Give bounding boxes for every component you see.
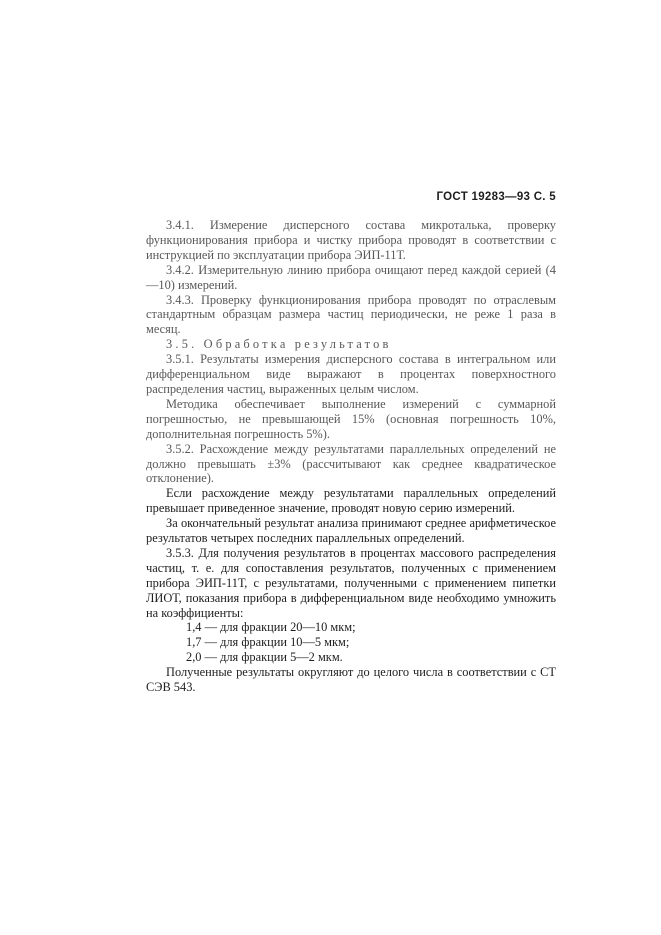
section-heading-3-5: 3.5. Обработка результатов xyxy=(166,337,392,352)
paragraph-methodology: Методика обеспечивает выполнение измерений с суммарной погрешностью, не превышающей 15% (основная погрешность 10%, дополнительная погрешность 5%). xyxy=(146,396,556,441)
coefficient-line-1: 1,4 — для фракции 20—10 мкм; xyxy=(186,620,356,635)
paragraph-final-result: За окончательный результат анализа принимают среднее арифметическое результатов четырех последних параллельных определений. xyxy=(146,516,556,546)
paragraph-3-4-1: 3.4.1. Измерение дисперсного состава микроталька, проверку функционирования прибора и чистку прибора проводят в соответствии с инструкцией по эксплуатации прибора ЭИП-11Т. xyxy=(146,218,556,262)
coefficient-line-3: 2,0 — для фракции 5—2 мкм. xyxy=(186,650,343,665)
page-header: ГОСТ 19283—93 С. 5 xyxy=(436,191,556,203)
paragraph-3-4-2: 3.4.2. Измерительную линию прибора очищают перед каждой серией (4—10) измерений. xyxy=(146,262,556,292)
paragraph-3-5-3: 3.5.3. Для получения результатов в процентах массового распределения частиц, т. е. для сопоставления результатов, полученных с применением прибора ЭИП-11Т, с результатами, полученными с применением пипетки ЛИОТ, показания прибора в дифференциальном виде необходимо умножить на коэффициенты: xyxy=(146,545,556,620)
paragraph-rounding: Полученные результаты округляют до целого числа в соответствии с СТ СЭВ 543. xyxy=(146,665,556,695)
document-body xyxy=(146,218,556,695)
coefficient-line-2: 1,7 — для фракции 10—5 мкм; xyxy=(186,635,350,650)
paragraph-3-4-3: 3.4.3. Проверку функционирования прибора проводят по отраслевым стандартным образцам размера частиц периодически, не реже 1 раза в месяц. xyxy=(146,292,556,337)
paragraph-discrepancy: Если расхождение между результатами параллельных определений превышает приведенное значение, проводят новую серию измерений. xyxy=(146,486,556,516)
paragraph-3-5-1: 3.5.1. Результаты измерения дисперсного состава в интегральном или дифференциальном виде выражают в процентах поверхностного распределения частиц, выраженных целым числом. xyxy=(146,352,556,396)
paragraph-3-5-2: 3.5.2. Расхождение между результатами параллельных определений не должно превышать ±3% (рассчитывают как среднее квадратическое отклонение). xyxy=(146,441,556,486)
